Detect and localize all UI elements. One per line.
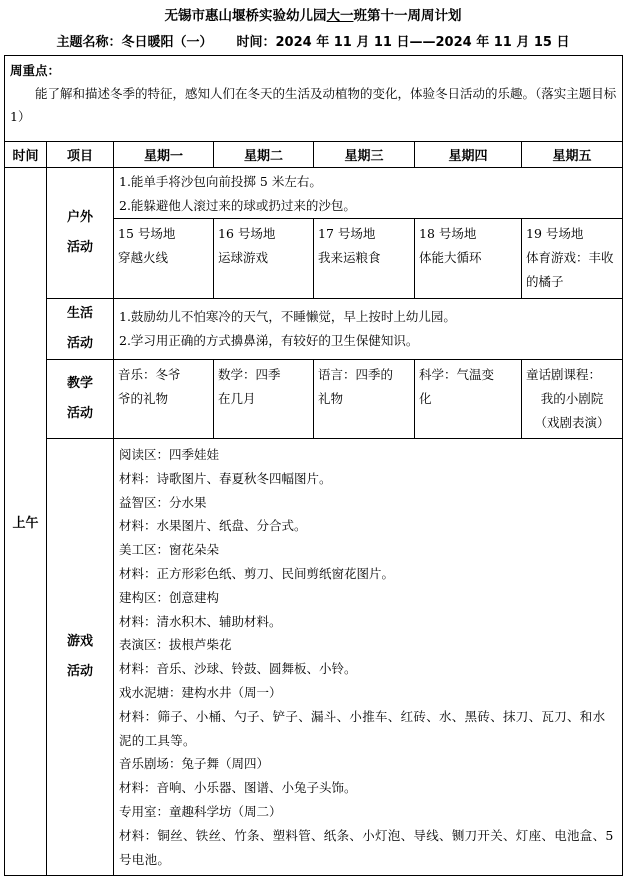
header-row: [5, 142, 623, 168]
outdoor-tuesday: 16 号场地 运球游戏: [214, 219, 314, 299]
games-line: 美工区：窗花朵朵: [119, 542, 220, 558]
header-wednesday: 星期三: [314, 142, 415, 168]
header-tuesday: 星期二: [214, 142, 314, 168]
teaching-row: [5, 360, 623, 439]
focus-text: 能了解和描述冬季的特征，感知人们在冬天的生活及动植物的变化，体验冬日活动的乐趣。（落实主题目标 1）: [10, 86, 617, 124]
outdoor-goal-1: 1.能单手将沙包向前投掷 5 米左右。: [119, 174, 322, 189]
life-goal-1: 1.鼓励幼儿不怕寒冷的天气，不睡懒觉，早上按时上幼儿园。: [119, 309, 456, 324]
life-goals: [114, 299, 623, 360]
teaching-tuesday: 数学：四季 在几月: [214, 360, 314, 439]
games-row: [5, 439, 623, 876]
teaching-thursday: 科学：气温变 化: [415, 360, 522, 439]
games-line: 材料：清水积木、辅助材料。: [119, 613, 282, 629]
header-friday: 星期五: [522, 142, 623, 168]
title-school: 无锡市惠山堰桥实验幼儿园: [164, 8, 327, 24]
games-line: 材料：筛子、小桶、勺子、铲子、漏斗、小推车、红砖、水、黑砖、抹刀、瓦刀、和水泥的工具等。: [119, 708, 606, 748]
games-line: 戏水泥塘：建构水井（周一）: [119, 684, 282, 700]
teaching-wednesday: 语言：四季的 礼物: [314, 360, 415, 439]
games-label: 游戏 活动: [47, 439, 114, 876]
games-line: 建构区：创意建构: [119, 589, 220, 605]
header-item: 项目: [47, 142, 114, 168]
games-line: 音乐剧场：兔子舞（周四）: [119, 756, 270, 772]
games-line: 材料：铜丝、铁丝、竹条、塑料管、纸条、小灯泡、导线、铡刀开关、灯座、电池盒、5 号电池。: [119, 827, 614, 867]
games-line: 表演区：拔根芦柴花: [119, 637, 232, 653]
outdoor-wednesday: 17 号场地 我来运粮食: [314, 219, 415, 299]
outdoor-goal-2: 2.能躲避他人滚过来的球或扔过来的沙包。: [119, 198, 356, 213]
games-line: 专用室：童趣科学坊（周二）: [119, 803, 282, 819]
weekly-plan-table: [4, 55, 623, 876]
games-line: 材料：正方形彩色纸、剪刀、民间剪纸窗花图片。: [119, 565, 395, 581]
header-monday: 星期一: [114, 142, 214, 168]
life-row: [5, 299, 623, 360]
outdoor-thursday: 18 号场地 体能大循环: [415, 219, 522, 299]
header-thursday: 星期四: [415, 142, 522, 168]
games-line: 材料：水果图片、纸盘、分合式。: [119, 518, 307, 534]
header-time: 时间: [5, 142, 47, 168]
games-line: 材料：诗歌图片、春夏秋冬四幅图片。: [119, 470, 332, 486]
teaching-friday: 童话剧课程： 我的小剧院 （戏剧表演）: [522, 360, 623, 439]
life-label: 生活 活动: [47, 299, 114, 360]
games-line: 材料：音乐、沙球、铃鼓、圆舞板、小铃。: [119, 661, 357, 677]
plan-title: [0, 4, 626, 24]
date-range: 时间：2024 年 11 月 11 日——2024 年 11 月 15 日: [236, 35, 570, 50]
outdoor-goals-row: [5, 168, 623, 219]
focus-heading: 周重点：: [10, 63, 61, 78]
outdoor-monday: 15 号场地 穿越火线: [114, 219, 214, 299]
games-line: 益智区：分水果: [119, 494, 207, 510]
teaching-label: 教学 活动: [47, 360, 114, 439]
games-line: 阅读区：四季娃娃: [119, 447, 220, 462]
outdoor-friday: 19 号场地 体育游戏：丰收的橘子: [522, 219, 623, 299]
title-week: 班第十一周周计划: [353, 8, 462, 24]
focus-cell: [5, 56, 623, 142]
theme-name: 主题名称：冬日暖阳（一）: [56, 35, 213, 50]
outdoor-goals: [114, 168, 623, 219]
title-class: 大一: [326, 8, 354, 24]
teaching-monday: 音乐：冬爷 爷的礼物: [114, 360, 214, 439]
plan-subtitle: [0, 31, 626, 50]
life-goal-2: 2.学习用正确的方式擤鼻涕，有较好的卫生保健知识。: [119, 333, 419, 348]
games-content: [114, 439, 623, 876]
focus-row: [5, 56, 623, 142]
games-line: 材料：音响、小乐器、图谱、小兔子头饰。: [119, 780, 357, 796]
outdoor-label: 户外 活动: [47, 168, 114, 299]
session-morning: 上午: [5, 168, 47, 876]
